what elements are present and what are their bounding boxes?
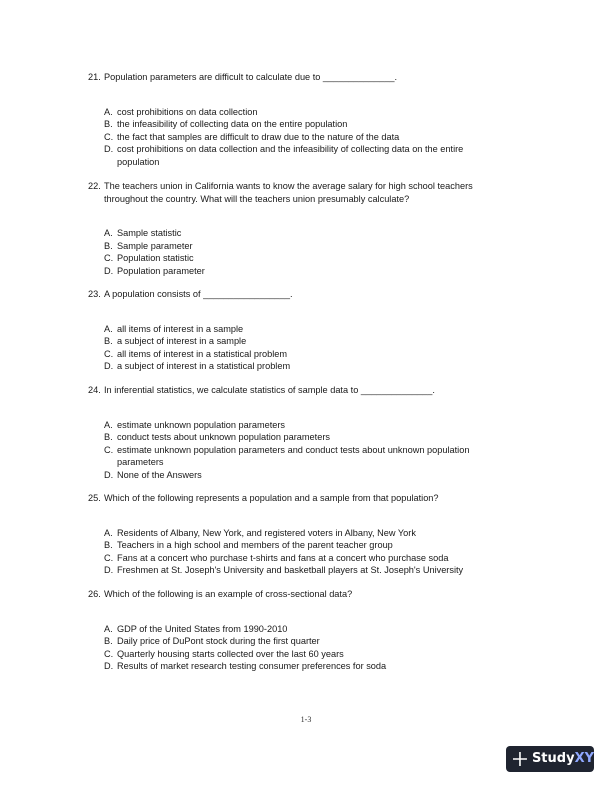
question-21	[88, 71, 508, 169]
question-stem	[88, 180, 508, 205]
option-letter: D.	[104, 265, 114, 276]
option-text: cost prohibitions on data collection	[117, 106, 258, 117]
option-d	[104, 360, 508, 373]
option-letter: D.	[104, 469, 114, 480]
answer-options	[104, 227, 508, 277]
option-letter: B.	[104, 432, 113, 443]
question-stem	[88, 492, 508, 505]
question-number: 22.	[88, 181, 101, 191]
option-letter: B.	[104, 636, 113, 647]
option-b	[104, 335, 508, 348]
option-letter: D.	[104, 361, 114, 372]
answer-options	[104, 106, 508, 169]
option-letter: C.	[104, 253, 114, 264]
option-text: a subject of interest in a sample	[117, 336, 247, 347]
option-c	[104, 444, 508, 469]
option-letter: A.	[104, 527, 113, 538]
option-letter: C.	[104, 648, 114, 659]
question-stem	[88, 384, 508, 397]
option-b	[104, 431, 508, 444]
brand-main: Study	[531, 750, 575, 766]
option-letter: D.	[104, 565, 114, 576]
option-letter: B.	[104, 240, 113, 251]
option-text: the infeasibility of collecting data on the entire population	[117, 119, 348, 130]
question-stem	[88, 71, 508, 84]
option-letter: A.	[104, 323, 113, 334]
option-letter: C.	[104, 131, 114, 142]
option-letter: C.	[104, 348, 114, 359]
question-text: The teachers union in California wants to know the average salary for high school teachers throughout the country. What will the teachers union presumably calculate?	[104, 181, 473, 204]
option-a	[104, 623, 508, 636]
option-letter: C.	[104, 552, 114, 563]
question-number: 23.	[88, 289, 101, 299]
answer-options	[104, 527, 508, 577]
option-text: Freshmen at St. Joseph's University and basketball players at St. Joseph's University	[117, 565, 464, 576]
option-text: all items of interest in a sample	[117, 323, 244, 334]
studyxy-badge[interactable]	[506, 746, 594, 772]
option-b	[104, 539, 508, 552]
option-text: Sample statistic	[117, 228, 182, 239]
option-letter: B.	[104, 540, 113, 551]
option-a	[104, 527, 508, 540]
option-text: estimate unknown population parameters and conduct tests about unknown population parameters	[117, 444, 470, 468]
question-number: 26.	[88, 589, 101, 599]
question-text: In inferential statistics, we calculate statistics of sample data to ______________.	[104, 385, 435, 395]
question-number: 25.	[88, 493, 101, 503]
question-stem	[88, 588, 508, 601]
option-d	[104, 564, 508, 577]
brand-accent: XY	[574, 750, 594, 766]
option-a	[104, 419, 508, 432]
option-text: Fans at a concert who purchase t-shirts and fans at a concert who purchase soda	[117, 552, 449, 563]
option-text: Teachers in a high school and members of the parent teacher group	[117, 540, 393, 551]
option-text: Residents of Albany, New York, and registered voters in Albany, New York	[117, 527, 416, 538]
option-text: Daily price of DuPont stock during the first quarter	[117, 636, 320, 647]
option-letter: A.	[104, 623, 113, 634]
option-text: cost prohibitions on data collection and the infeasibility of collecting data on the entire population	[117, 144, 464, 167]
option-letter: A.	[104, 228, 113, 239]
option-a	[104, 323, 508, 336]
answer-options	[104, 623, 508, 673]
plus-sparkle-icon	[513, 752, 527, 766]
question-22	[88, 180, 508, 278]
question-25	[88, 492, 508, 577]
option-text: Quarterly housing starts collected over the last 60 years	[117, 648, 344, 659]
option-text: conduct tests about unknown population parameters	[117, 432, 330, 443]
option-letter: D.	[104, 144, 114, 155]
question-text: Which of the following is an example of cross-sectional data?	[104, 589, 353, 599]
answer-options	[104, 323, 508, 373]
option-text: GDP of the United States from 1990-2010	[117, 623, 288, 634]
option-letter: D.	[104, 661, 114, 672]
option-letter: A.	[104, 419, 113, 430]
option-d	[104, 143, 508, 168]
question-stem	[88, 288, 508, 301]
option-letter: A.	[104, 106, 113, 117]
option-text: all items of interest in a statistical problem	[117, 348, 288, 359]
option-letter: B.	[104, 119, 113, 130]
option-a	[104, 106, 508, 119]
option-c	[104, 552, 508, 565]
option-letter: C.	[104, 444, 114, 455]
question-number: 24.	[88, 385, 101, 395]
option-c	[104, 252, 508, 265]
option-c	[104, 648, 508, 661]
question-24	[88, 384, 508, 482]
option-c	[104, 131, 508, 144]
option-text: Population statistic	[117, 253, 194, 264]
option-text: None of the Answers	[117, 469, 202, 480]
option-text: estimate unknown population parameters	[117, 419, 286, 430]
option-d	[104, 660, 508, 673]
option-b	[104, 635, 508, 648]
option-text: the fact that samples are difficult to draw due to the nature of the data	[117, 131, 400, 142]
option-b	[104, 118, 508, 131]
option-text: Sample parameter	[117, 240, 193, 251]
question-23	[88, 288, 508, 373]
question-text: Which of the following represents a population and a sample from that population?	[104, 493, 439, 503]
question-text: Population parameters are difficult to calculate due to ______________.	[104, 72, 398, 82]
question-text: A population consists of _________________.	[104, 289, 293, 299]
option-text: Population parameter	[117, 265, 205, 276]
option-d	[104, 265, 508, 278]
question-26	[88, 588, 508, 673]
option-d	[104, 469, 508, 482]
option-a	[104, 227, 508, 240]
answer-options	[104, 419, 508, 482]
option-letter: B.	[104, 336, 113, 347]
question-number: 21.	[88, 72, 101, 82]
option-c	[104, 348, 508, 361]
option-text: Results of market research testing consumer preferences for soda	[117, 661, 387, 672]
page-number: 1-3	[300, 715, 312, 724]
option-text: a subject of interest in a statistical problem	[117, 361, 291, 372]
option-b	[104, 240, 508, 253]
